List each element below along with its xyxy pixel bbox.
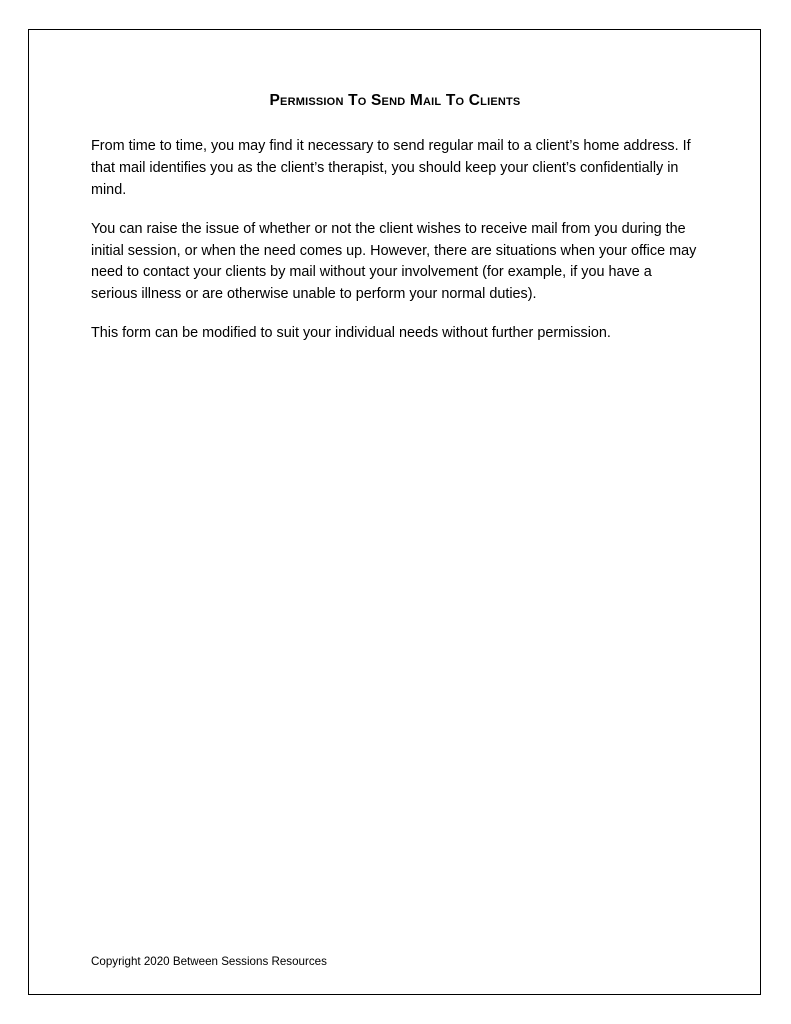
paragraph-2: You can raise the issue of whether or not the client wishes to receive mail from you during the initial session, or when the need comes up. However, there are situations when your office may need to contact your clients by mail without your involvement (for example, if you have a serious illness or are otherwise unable to perform your normal duties). bbox=[91, 220, 697, 303]
document-body bbox=[91, 92, 699, 345]
copyright-footer: Copyright 2020 Between Sessions Resources bbox=[91, 954, 327, 968]
paragraph-3: This form can be modified to suit your individual needs without further permission. bbox=[91, 325, 611, 342]
document-page bbox=[28, 29, 761, 995]
page-title: Permission To Send Mail To Clients bbox=[269, 92, 521, 109]
paragraph-1: From time to time, you may find it necessary to send regular mail to a client’s home address. If that mail identifies you as the client’s therapist, you should keep your client’s confidentially in mind. bbox=[91, 138, 691, 198]
